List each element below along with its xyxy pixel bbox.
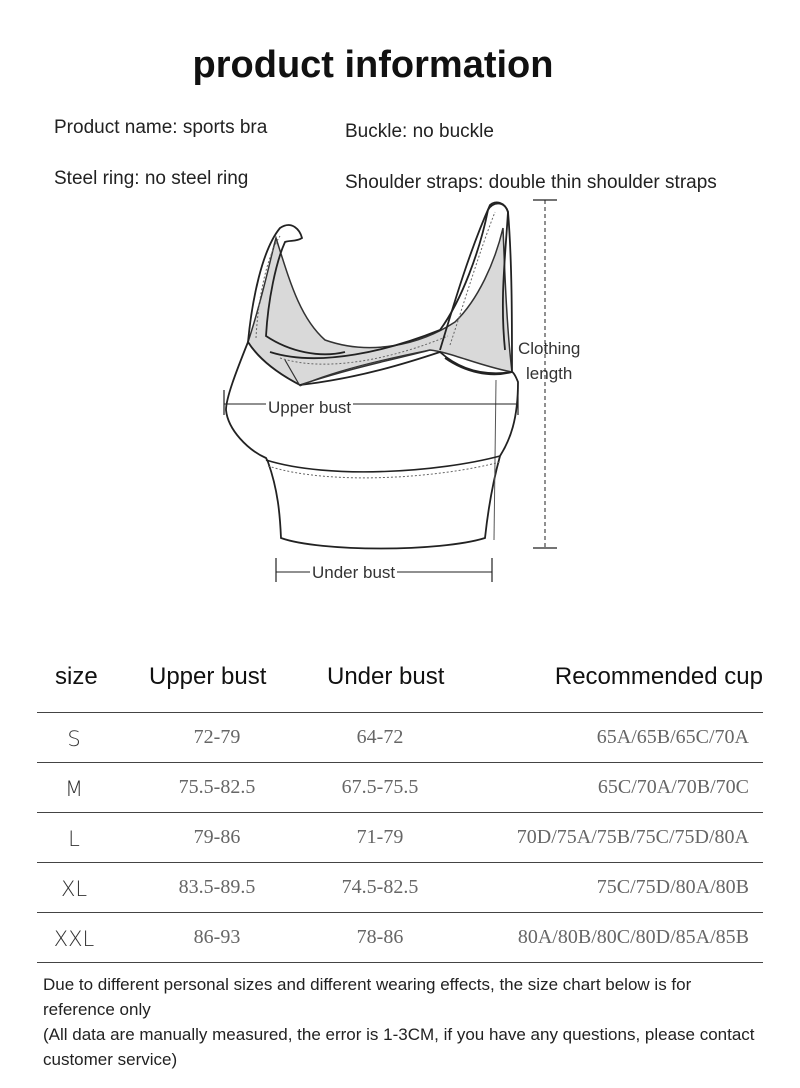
cell-under-bust: 64-72 <box>356 726 404 748</box>
disclaimer-line-1: Due to different personal sizes and different wearing effects, the size chart below is for reference only <box>43 975 692 1019</box>
bra-body <box>226 342 518 549</box>
table-row <box>37 713 763 763</box>
upper-bust-label: Upper bust <box>268 398 352 417</box>
page-title: product information <box>192 44 554 86</box>
cell-under-bust: 74.5-82.5 <box>341 876 419 898</box>
cell-size: XXL <box>53 927 95 951</box>
size-disclaimer <box>43 972 763 1072</box>
size-table <box>37 655 763 963</box>
cell-upper-bust: 86-93 <box>193 926 241 948</box>
clothing-length-line2: length <box>526 364 573 383</box>
table-row <box>37 813 763 863</box>
table-row <box>37 763 763 813</box>
clothing-length-label <box>516 336 582 386</box>
cell-upper-bust: 83.5-89.5 <box>178 876 256 898</box>
cell-recommended-cup: 65C/70A/70B/70C <box>597 776 749 798</box>
steel-ring-text: Steel ring: no steel ring <box>54 168 249 189</box>
cell-under-bust: 67.5-75.5 <box>341 776 419 798</box>
shoulder-straps-text: Shoulder straps: double thin shoulder straps <box>345 172 717 193</box>
under-bust-label: Under bust <box>312 563 396 582</box>
cell-recommended-cup: 65A/65B/65C/70A <box>596 726 749 748</box>
cell-recommended-cup: 75C/75D/80A/80B <box>596 876 749 898</box>
disclaimer-line-2: (All data are manually measured, the error is 1-3CM, if you have any questions, please contact customer service) <box>43 1025 755 1069</box>
cell-size: L <box>68 827 80 851</box>
cell-recommended-cup: 80A/80B/80C/80D/85A/85B <box>517 926 749 948</box>
cell-under-bust: 78-86 <box>356 926 404 948</box>
table-row <box>37 863 763 913</box>
cell-size: XL <box>60 877 88 901</box>
cell-recommended-cup: 70D/75A/75B/75C/75D/80A <box>516 826 749 848</box>
cell-size: M <box>64 777 84 801</box>
table-row <box>37 913 763 963</box>
cell-upper-bust: 79-86 <box>193 826 241 848</box>
header-upper-bust: Upper bust <box>149 663 267 690</box>
cell-upper-bust: 75.5-82.5 <box>178 776 256 798</box>
cell-upper-bust: 72-79 <box>193 726 241 748</box>
header-recommended-cup: Recommended cup <box>554 663 763 690</box>
header-size: size <box>55 663 98 690</box>
table-header <box>37 655 763 713</box>
clothing-length-line1: Clothing <box>518 339 581 358</box>
header-under-bust: Under bust <box>327 663 445 690</box>
cell-under-bust: 71-79 <box>356 826 404 848</box>
buckle-text: Buckle: no buckle <box>345 121 494 142</box>
cell-size: S <box>67 727 81 751</box>
product-name-text: Product name: sports bra <box>54 117 268 138</box>
